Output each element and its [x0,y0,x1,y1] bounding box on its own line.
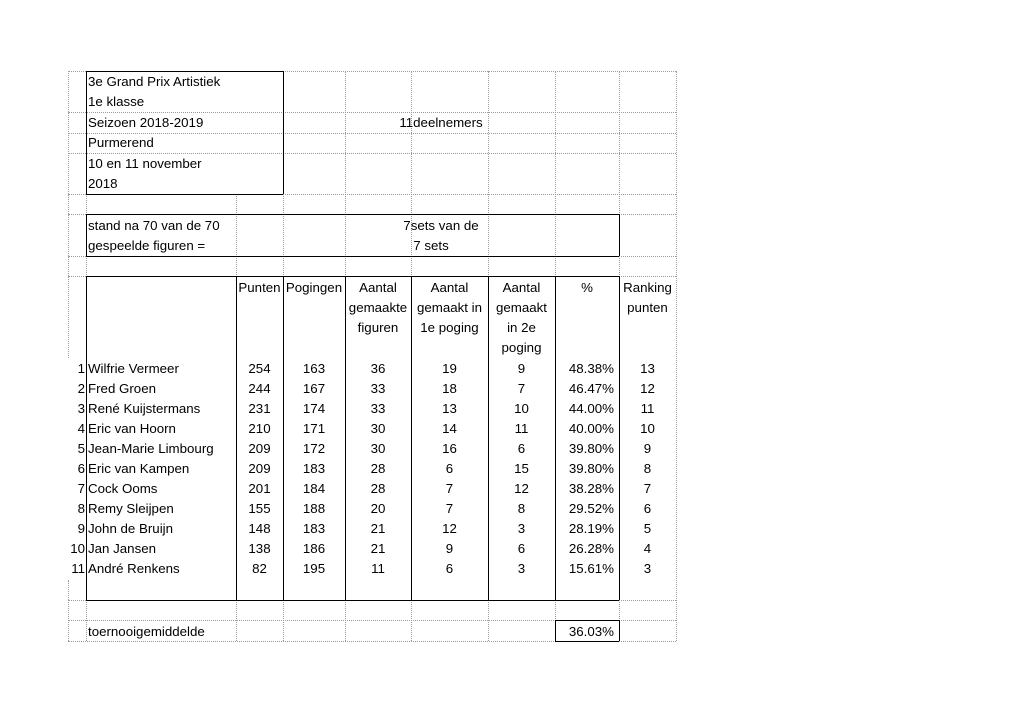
cell-pogingen: 163 [302,361,326,376]
col-header-ranking-2: punten [627,300,668,315]
col-header-punten: Punten [238,280,281,295]
player-name: Cock Ooms [88,481,158,496]
cell-gemaakt: 33 [370,381,386,396]
col-header-ranking-1: Ranking [623,280,672,295]
cell-pogingen: 186 [302,541,326,556]
player-name: Fred Groen [88,381,156,396]
border-line [86,276,87,600]
player-name: Wilfrie Vermeer [88,361,179,376]
cell-gemaakt: 20 [370,501,386,516]
participants-count: 11deelnemers [399,115,483,130]
border-line [86,276,619,277]
cell-punten: 210 [248,421,271,436]
cell-tweede: 12 [514,481,529,496]
cell-ranking: 10 [640,421,655,436]
cell-gemaakt: 30 [370,441,386,456]
cell-pct: 38.28% [568,481,614,496]
cell-eerste: 7 [445,501,454,516]
cell-punten: 82 [252,561,267,576]
rank-number: 10 [70,541,85,556]
cell-tweede: 11 [514,421,529,436]
cell-ranking: 3 [643,561,652,576]
cell-punten: 155 [248,501,271,516]
rank-number: 9 [77,521,85,536]
cell-eerste: 6 [445,461,454,476]
player-name: Eric van Hoorn [88,421,176,436]
border-line [86,71,283,72]
player-name: Eric van Kampen [88,461,190,476]
cell-pct: 46.47% [568,381,614,396]
cell-pogingen: 172 [302,441,326,456]
cell-pct: 39.80% [568,441,614,456]
grid-line [68,600,69,641]
cell-eerste: 12 [442,521,457,536]
class-label: 1e klasse [88,94,145,109]
sets-line1: 7sets van de [403,218,479,233]
col-header-eerste-3: 1e poging [420,320,479,335]
cell-pogingen: 167 [302,381,326,396]
grid-line [68,133,676,134]
grid-line [68,153,676,154]
col-header-tweede-2: gemaakt [496,300,547,315]
col-header-tweede-3: in 2e [507,320,536,335]
cell-tweede: 8 [517,501,526,516]
col-header-pogingen: Pogingen [285,280,343,295]
date-label: 10 en 11 november [88,156,202,171]
rank-number: 4 [77,421,85,436]
cell-eerste: 13 [442,401,457,416]
grid-line [68,71,69,358]
cell-ranking: 13 [640,361,655,376]
cell-gemaakt: 11 [371,561,385,576]
col-header-eerste-1: Aantal [430,280,469,295]
cell-eerste: 18 [442,381,457,396]
cell-punten: 201 [248,481,271,496]
rank-number: 8 [77,501,85,516]
cell-punten: 231 [248,401,271,416]
season-label: Seizoen 2018-2019 [88,115,204,130]
cell-gemaakt: 21 [370,541,386,556]
rank-number: 1 [77,361,85,376]
col-header-gemaakte-2: gemaakte [348,300,408,315]
cell-gemaakt: 28 [370,461,386,476]
cell-tweede: 7 [517,381,526,396]
border-line [86,71,87,194]
cell-pct: 29.52% [568,501,614,516]
grid-line [68,580,69,600]
cell-ranking: 5 [643,521,652,536]
cell-punten: 244 [248,381,271,396]
status-line2: gespeelde figuren = [88,238,206,253]
cell-gemaakt: 28 [370,481,386,496]
cell-tweede: 10 [514,401,529,416]
cell-pct: 48.38% [568,361,614,376]
cell-tweede: 9 [517,361,526,376]
cell-eerste: 14 [442,421,457,436]
border-line [619,214,620,256]
player-name: Jean-Marie Limbourg [88,441,214,456]
cell-pogingen: 183 [302,461,326,476]
rank-number: 3 [77,401,85,416]
sets-line2: 7 sets [413,238,449,253]
player-name: Jan Jansen [88,541,157,556]
cell-pogingen: 183 [302,521,326,536]
cell-ranking: 4 [643,541,652,556]
cell-eerste: 9 [445,541,454,556]
player-name: John de Bruijn [88,521,174,536]
border-line [555,620,619,621]
cell-pct: 44.00% [568,401,614,416]
col-header-tweede-4: poging [501,340,542,355]
cell-tweede: 6 [517,441,526,456]
border-line [283,71,284,194]
cell-punten: 254 [248,361,271,376]
tournament-average-value: 36.03% [568,624,614,639]
rank-number: 2 [77,381,85,396]
col-header-pct: % [581,280,593,295]
cell-ranking: 8 [643,461,652,476]
cell-gemaakt: 33 [370,401,386,416]
cell-gemaakt: 21 [370,521,386,536]
col-header-eerste-2: gemaakt in [416,300,483,315]
border-line [619,620,620,641]
border-line [86,214,619,215]
cell-punten: 148 [248,521,271,536]
cell-pogingen: 184 [302,481,326,496]
cell-punten: 209 [248,461,271,476]
cell-punten: 138 [248,541,271,556]
border-line [86,600,619,601]
cell-ranking: 6 [643,501,652,516]
status-line1: stand na 70 van de 70 [88,218,220,233]
cell-ranking: 7 [643,481,652,496]
border-line [86,214,87,256]
cell-punten: 209 [248,441,271,456]
cell-ranking: 12 [640,381,655,396]
cell-ranking: 11 [640,401,655,416]
cell-pct: 39.80% [568,461,614,476]
player-name: André Renkens [88,561,180,576]
cell-pct: 40.00% [568,421,614,436]
cell-eerste: 19 [442,361,457,376]
tournament-title: 3e Grand Prix Artistiek [88,74,221,89]
cell-pct: 28.19% [568,521,614,536]
cell-pogingen: 171 [302,421,326,436]
grid-line [68,112,676,113]
rank-number: 5 [77,441,85,456]
border-line [86,194,283,195]
cell-pct: 15.61% [568,561,614,576]
cell-gemaakt: 30 [370,421,386,436]
grid-line [676,71,677,641]
col-header-gemaakte-3: figuren [357,320,399,335]
border-line [555,641,619,642]
col-header-tweede-1: Aantal [502,280,541,295]
cell-tweede: 3 [517,521,526,536]
year-label: 2018 [88,176,118,191]
border-line [86,256,619,257]
cell-tweede: 6 [517,541,526,556]
rank-number: 11 [71,561,85,576]
cell-eerste: 7 [445,481,454,496]
cell-pogingen: 195 [302,561,326,576]
cell-pogingen: 174 [302,401,326,416]
cell-eerste: 6 [445,561,454,576]
cell-tweede: 3 [517,561,526,576]
cell-pct: 26.28% [568,541,614,556]
col-header-gemaakte-1: Aantal [359,280,397,295]
player-name: René Kuijstermans [88,401,201,416]
tournament-average-label: toernooigemiddelde [88,624,205,639]
cell-gemaakt: 36 [370,361,386,376]
rank-number: 6 [77,461,85,476]
cell-ranking: 9 [643,441,652,456]
cell-eerste: 16 [442,441,457,456]
rank-number: 7 [77,481,85,496]
player-name: Remy Sleijpen [88,501,174,516]
cell-tweede: 15 [514,461,529,476]
location-label: Purmerend [88,135,154,150]
cell-pogingen: 188 [302,501,326,516]
